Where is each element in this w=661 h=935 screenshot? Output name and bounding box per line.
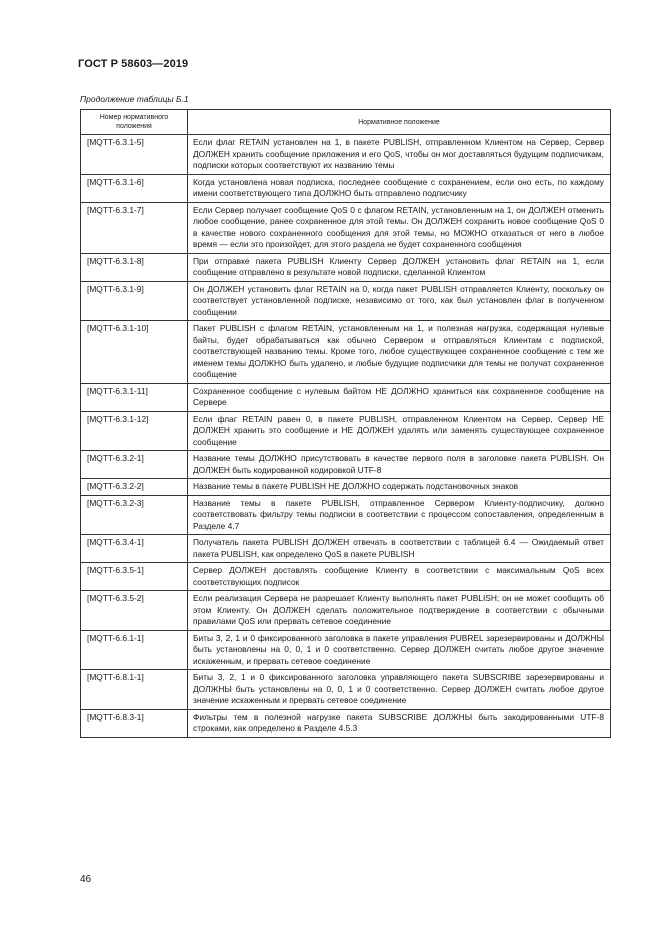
table-body <box>81 135 611 738</box>
table-row <box>81 479 611 496</box>
requirement-text: Если Сервер получает сообщение QoS 0 с флагом RETAIN, установленным на 1, он ДОЛЖЕН отменить любое сообщение, ранее сохраненное для этой темы. Он ДОЛЖЕН сохранить новое сообщение QoS 0 в качестве нового сохраненного сообщения для этой темы, но МОЖНО отказаться от него в любое время — если это произойдет, для этого раздела не будет сохраненного сообщения <box>188 202 611 253</box>
requirement-text: Если флаг RETAIN установлен на 1, в пакете PUBLISH, отправленном Клиентом на Сервер, Сервер ДОЛЖЕН хранить сообщение приложения и его QoS, чтобы он мог доставляться будущим подписчикам, подписки которых соответствуют их названию темы <box>188 135 611 175</box>
requirement-text: Биты 3, 2, 1 и 0 фиксированного заголовка управляющего пакета SUBSCRIBE зарезервированы и ДОЛЖНЫ быть установлены на 0, 0, 1 и 0 соответственно. Сервер ДОЛЖЕН считать любое другое значение искаженным и прервать сетевое соединение <box>188 670 611 710</box>
table-row <box>81 535 611 563</box>
table-row <box>81 174 611 202</box>
table-row <box>81 495 611 535</box>
requirement-text: Название темы ДОЛЖНО присутствовать в качестве первого поля в заголовке пакета PUBLISH. Он ДОЛЖЕН быть кодированной кодировкой UTF-8 <box>188 451 611 479</box>
requirement-id: [MQTT-6.3.5-1] <box>81 563 188 591</box>
table-row <box>81 591 611 631</box>
document-header: ГОСТ Р 58603—2019 <box>78 58 189 70</box>
table-row <box>81 383 611 411</box>
table-row <box>81 135 611 175</box>
requirement-text: Фильтры тем в полезной нагрузке пакета SUBSCRIBE ДОЛЖНЫ быть закодированными UTF-8 строками, как определено в Разделе 4.5.3 <box>188 709 611 737</box>
requirement-text: Название темы в пакете PUBLISH, отправленное Сервером Клиенту-подписчику, должно соответствовать фильтру темы подписки в соответствии с процессом сопоставления, определенным в Разделе 4.7 <box>188 495 611 535</box>
requirement-id: [MQTT-6.3.1-6] <box>81 174 188 202</box>
table-row <box>81 563 611 591</box>
table-row <box>81 281 611 321</box>
table-row <box>81 321 611 384</box>
requirement-id: [MQTT-6.3.1-10] <box>81 321 188 384</box>
table-row <box>81 709 611 737</box>
column-header-number: Номер нормативного положения <box>81 110 188 135</box>
table-row <box>81 411 611 451</box>
requirement-id: [MQTT-6.3.1-8] <box>81 253 188 281</box>
table-row <box>81 253 611 281</box>
requirement-id: [MQTT-6.6.1-1] <box>81 630 188 670</box>
requirement-id: [MQTT-6.3.1-5] <box>81 135 188 175</box>
requirement-id: [MQTT-6.3.1-11] <box>81 383 188 411</box>
requirements-table <box>80 109 611 738</box>
requirement-id: [MQTT-6.8.1-1] <box>81 670 188 710</box>
requirement-id: [MQTT-6.8.3-1] <box>81 709 188 737</box>
table-row <box>81 451 611 479</box>
requirement-id: [MQTT-6.3.1-7] <box>81 202 188 253</box>
requirement-text: Название темы в пакете PUBLISH НЕ ДОЛЖНО содержать подстановочных знаков <box>188 479 611 496</box>
requirement-id: [MQTT-6.3.2-3] <box>81 495 188 535</box>
requirement-id: [MQTT-6.3.4-1] <box>81 535 188 563</box>
requirement-text: Сервер ДОЛЖЕН доставлять сообщение Клиенту в соответствии с максимальным QoS всех соответствующих подписок <box>188 563 611 591</box>
requirement-id: [MQTT-6.3.2-1] <box>81 451 188 479</box>
requirement-text: Сохраненное сообщение с нулевым байтом НЕ ДОЛЖНО храниться как сохраненное сообщение на Сервере <box>188 383 611 411</box>
table-caption: Продолжение таблицы Б.1 <box>80 94 189 104</box>
requirement-text: Он ДОЛЖЕН установить флаг RETAIN на 0, когда пакет PUBLISH отправляется Клиенту, поскольку он соответствует установленной подписке, независимо от того, как был установлен флаг в полученном сообщении <box>188 281 611 321</box>
requirement-id: [MQTT-6.3.2-2] <box>81 479 188 496</box>
requirement-id: [MQTT-6.3.1-9] <box>81 281 188 321</box>
requirement-text: Если флаг RETAIN равен 0, в пакете PUBLISH, отправленном Клиентом на Сервер, Сервер НЕ ДОЛЖЕН хранить это сообщение и НЕ ДОЛЖЕН удалять или заменять существующее сохраненное сообщение <box>188 411 611 451</box>
requirement-text: Когда установлена новая подписка, последнее сообщение с сохранением, если оно есть, по каждому имени соответствующего типа ДОЛЖНО быть отправлено подписчику <box>188 174 611 202</box>
requirement-text: При отправке пакета PUBLISH Клиенту Сервер ДОЛЖЕН установить флаг RETAIN на 1, если сообщение отправлено в результате новой подписки, сделанной Клиентом <box>188 253 611 281</box>
table-row <box>81 630 611 670</box>
requirement-text: Получатель пакета PUBLISH ДОЛЖЕН отвечать в соответствии с таблицей 6.4 — Ожидаемый ответ пакета PUBLISH, как определено QoS в пакете PUBLISH <box>188 535 611 563</box>
table-row <box>81 202 611 253</box>
requirement-id: [MQTT-6.3.5-2] <box>81 591 188 631</box>
page-number: 46 <box>80 874 92 885</box>
column-header-requirement: Нормативное положение <box>188 110 611 135</box>
requirement-text: Если реализация Сервера не разрешает Клиенту выполнять пакет PUBLISH; он не может сообщить об этом Клиенту. Он ДОЛЖЕН сделать положительное подтверждение в соответствии с обычными правилами QoS или прервать сетевое соединение <box>188 591 611 631</box>
requirement-text: Биты 3, 2, 1 и 0 фиксированного заголовка в пакете управления PUBREL зарезервированы и ДОЛЖНЫ быть установлены на 0, 0, 1 и 0 соответственно. Сервер ДОЛЖЕН считать любое другое значение искаженным, и прервать сетевое соединение <box>188 630 611 670</box>
requirement-id: [MQTT-6.3.1-12] <box>81 411 188 451</box>
table-row <box>81 670 611 710</box>
requirement-text: Пакет PUBLISH с флагом RETAIN, установленным на 1, и полезная нагрузка, содержащая нулевые байты, будет обрабатываться как обычно Сервером и отправляться Клиентам с подпиской, соответствующей названию темы. Кроме того, любое существующее сохраненное сообщение с тем же именем темы ДОЛЖНО быть удалено, и любые будущие подписчики для темы не получат сохраненное сообщение <box>188 321 611 384</box>
table-header-row <box>81 110 611 135</box>
